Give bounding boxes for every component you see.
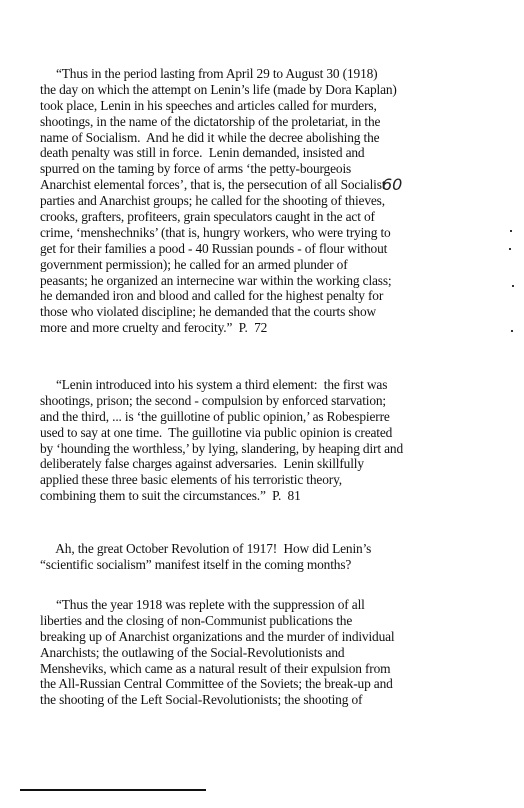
scan-speck — [512, 285, 514, 287]
text-line: “Thus in the period lasting from April 29 to August 30 (1918) — [40, 66, 378, 81]
text-line: the All-Russian Central Committee of the Soviets; the break-up and — [40, 676, 393, 692]
text-line: the shooting of the Left Social-Revolutionists; the shooting of — [40, 692, 363, 708]
text-line: crooks, grafters, profiteers, grain speculators caught in the act of — [40, 209, 375, 225]
text-line: applied these three basic elements of his terroristic theory, — [40, 472, 342, 488]
text-line: get for their families a pood - 40 Russian pounds - of flour without — [40, 240, 388, 256]
text-line: “Lenin introduced into his system a third element: the first was — [40, 377, 388, 392]
text-line: government permission); he called for an armed plunder of — [40, 256, 348, 272]
text-line: deliberately false charges against adversaries. Lenin skillfully — [40, 456, 364, 472]
text-line: parties and Anarchist groups; he called for the shooting of thieves, — [40, 193, 385, 209]
text-line: Anarchists; the outlawing of the Social-Revolutionists and — [40, 644, 345, 660]
text-line: Ah, the great October Revolution of 1917! How did Lenin’s — [40, 541, 372, 556]
text-line: by ‘hounding the worthless,’ by lying, slandering, by heaping dirt and — [40, 440, 404, 456]
text-line: he demanded iron and blood and called for the highest penalty for — [40, 288, 384, 304]
text-line: shootings, in the name of the dictatorship of the proletariat, in the — [40, 113, 381, 129]
paragraph-3 — [40, 541, 466, 573]
text-line: combining them to suit the circumstances.” P. 81 — [40, 488, 301, 504]
paragraph-2 — [40, 377, 466, 504]
text-line: “scientific socialism” manifest itself in the coming months? — [40, 556, 352, 572]
text-line: the day on which the attempt on Lenin’s life (made by Dora Kaplan) — [40, 81, 397, 97]
scan-speck — [509, 248, 511, 250]
text-line: and the third, ... is ‘the guillotine of public opinion,’ as Robespierre — [40, 408, 390, 424]
scan-speck — [511, 330, 513, 332]
text-line: more and more cruelty and ferocity.” P. 72 — [40, 320, 268, 336]
handwritten-page-note: 60 — [382, 175, 403, 194]
text-line: spurred on the taming by force of arms ‘the petty-bourgeois — [40, 161, 352, 177]
text-line: used to say at one time. The guillotine via public opinion is created — [40, 424, 393, 440]
text-line: crime, ‘menshechniks’ (that is, hungry workers, who were trying to — [40, 224, 391, 240]
text-line: those who violated discipline; he demanded that the courts show — [40, 304, 377, 320]
text-line: took place, Lenin in his speeches and articles called for murders, — [40, 97, 377, 113]
scan-speck — [510, 230, 512, 232]
text-line: “Thus the year 1918 was replete with the suppression of all — [40, 597, 365, 612]
text-line: Anarchist elemental forces’, that is, the persecution of all Socialist — [40, 177, 386, 193]
text-line: shootings, prison; the second - compulsion by enforced starvation; — [40, 392, 387, 408]
text-line: death penalty was still in force. Lenin demanded, insisted and — [40, 145, 365, 161]
text-line: peasants; he organized an internecine war within the working class; — [40, 272, 392, 288]
text-line: breaking up of Anarchist organizations and the murder of individual — [40, 628, 395, 644]
paragraph-1 — [40, 66, 466, 336]
footnote-rule — [20, 789, 206, 791]
text-line: Mensheviks, which came as a natural result of their expulsion from — [40, 660, 391, 676]
text-line: liberties and the closing of non-Communist publications the — [40, 612, 353, 628]
paragraph-4 — [40, 597, 466, 708]
text-line: name of Socialism. And he did it while the decree abolishing the — [40, 129, 380, 145]
